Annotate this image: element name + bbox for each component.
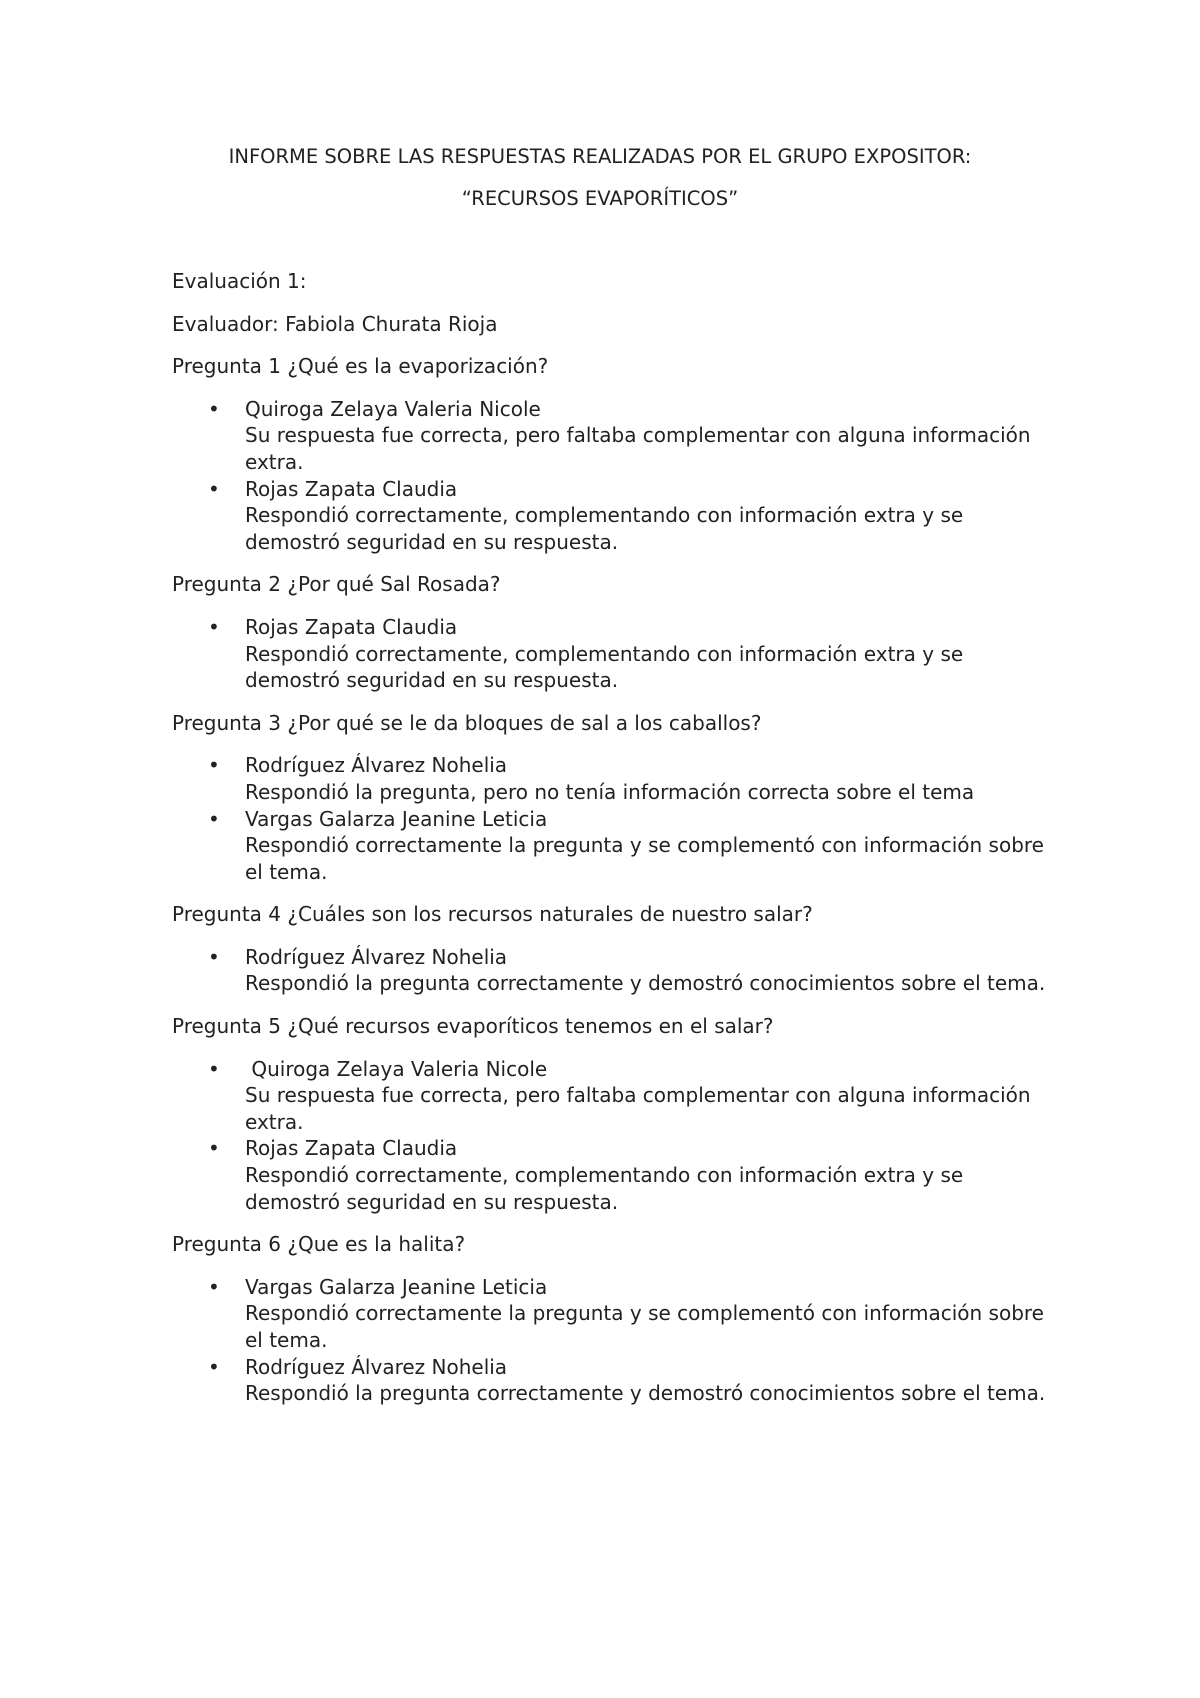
student-name: Vargas Galarza Jeanine Leticia (245, 806, 548, 831)
student-name: Rojas Zapata Claudia (245, 614, 458, 639)
question-1: Pregunta 1 ¿Qué es la evaporización? (172, 354, 549, 379)
bullet-icon: • (208, 476, 220, 501)
question-3: Pregunta 3 ¿Por qué se le da bloques de sal a los caballos? (172, 710, 762, 735)
bullet-icon: • (208, 806, 220, 831)
bullet-icon: • (208, 1136, 220, 1161)
student-name: Quiroga Zelaya Valeria Nicole (245, 396, 541, 421)
list-item (172, 1354, 1052, 1407)
answer-comment: Respondió correctamente, complementando con información extra y se demostró seguridad en su respuesta. (245, 1163, 964, 1214)
bullet-icon: • (208, 944, 220, 969)
list-item (172, 396, 1052, 476)
answer-list (172, 944, 1052, 1013)
answer-comment: Su respuesta fue correcta, pero faltaba complementar con alguna información extra. (245, 423, 1031, 474)
answer-comment: Su respuesta fue correcta, pero faltaba complementar con alguna información extra. (245, 1083, 1031, 1134)
student-name: Vargas Galarza Jeanine Leticia (245, 1274, 548, 1299)
question-2: Pregunta 2 ¿Por qué Sal Rosada? (172, 572, 501, 597)
questions-container (172, 353, 1052, 1423)
title-line-1: INFORME SOBRE LAS RESPUESTAS REALIZADAS POR EL GRUPO EXPOSITOR: (228, 145, 972, 168)
title-line-2: “RECURSOS EVAPORÍTICOS” (461, 187, 739, 210)
answer-list (172, 614, 1052, 710)
answer-comment: Respondió correctamente, complementando con información extra y se demostró seguridad en su respuesta. (245, 641, 964, 693)
list-item (172, 1056, 1052, 1136)
answer-list (172, 1056, 1052, 1232)
evaluator-label: Evaluador: Fabiola Churata Rioja (172, 311, 498, 336)
student-name: Rodríguez Álvarez Nohelia (245, 944, 508, 969)
document-body (172, 268, 1052, 1423)
student-name: Rojas Zapata Claudia (245, 476, 458, 501)
list-item (172, 944, 1052, 997)
document-title (0, 142, 1200, 214)
list-item (172, 1135, 1052, 1215)
list-item (172, 752, 1052, 805)
answer-list (172, 1274, 1052, 1423)
bullet-icon: • (208, 753, 220, 778)
answer-comment: Respondió correctamente la pregunta y se complementó con información sobre el tema. (245, 833, 1044, 884)
list-item (172, 614, 1052, 694)
answer-comment: Respondió correctamente la pregunta y se complementó con información sobre el tema. (245, 1301, 1044, 1352)
student-name: Rodríguez Álvarez Nohelia (245, 753, 508, 778)
question-5: Pregunta 5 ¿Qué recursos evaporíticos tenemos en el salar? (172, 1014, 774, 1039)
answer-list (172, 752, 1052, 901)
student-name: Quiroga Zelaya Valeria Nicole (245, 1056, 548, 1081)
answer-comment: Respondió correctamente, complementando con información extra y se demostró seguridad en su respuesta. (245, 503, 964, 554)
question-4: Pregunta 4 ¿Cuáles son los recursos naturales de nuestro salar? (172, 902, 813, 927)
answer-comment: Respondió la pregunta correctamente y demostró conocimientos sobre el tema. (245, 971, 1046, 996)
bullet-icon: • (208, 1056, 220, 1081)
evaluation-label: Evaluación 1: (172, 269, 307, 293)
answer-comment: Respondió la pregunta correctamente y demostró conocimientos sobre el tema. (245, 1381, 1046, 1406)
bullet-icon: • (208, 614, 220, 639)
bullet-icon: • (208, 1354, 220, 1379)
answer-list (172, 396, 1052, 572)
student-name: Rodríguez Álvarez Nohelia (245, 1354, 508, 1379)
list-item (172, 476, 1052, 556)
question-6: Pregunta 6 ¿Que es la halita? (172, 1232, 466, 1257)
bullet-icon: • (208, 1274, 220, 1299)
bullet-icon: • (208, 396, 220, 421)
answer-comment: Respondió la pregunta, pero no tenía información correcta sobre el tema (245, 779, 975, 804)
list-item (172, 1274, 1052, 1354)
list-item (172, 806, 1052, 886)
student-name: Rojas Zapata Claudia (245, 1136, 458, 1161)
